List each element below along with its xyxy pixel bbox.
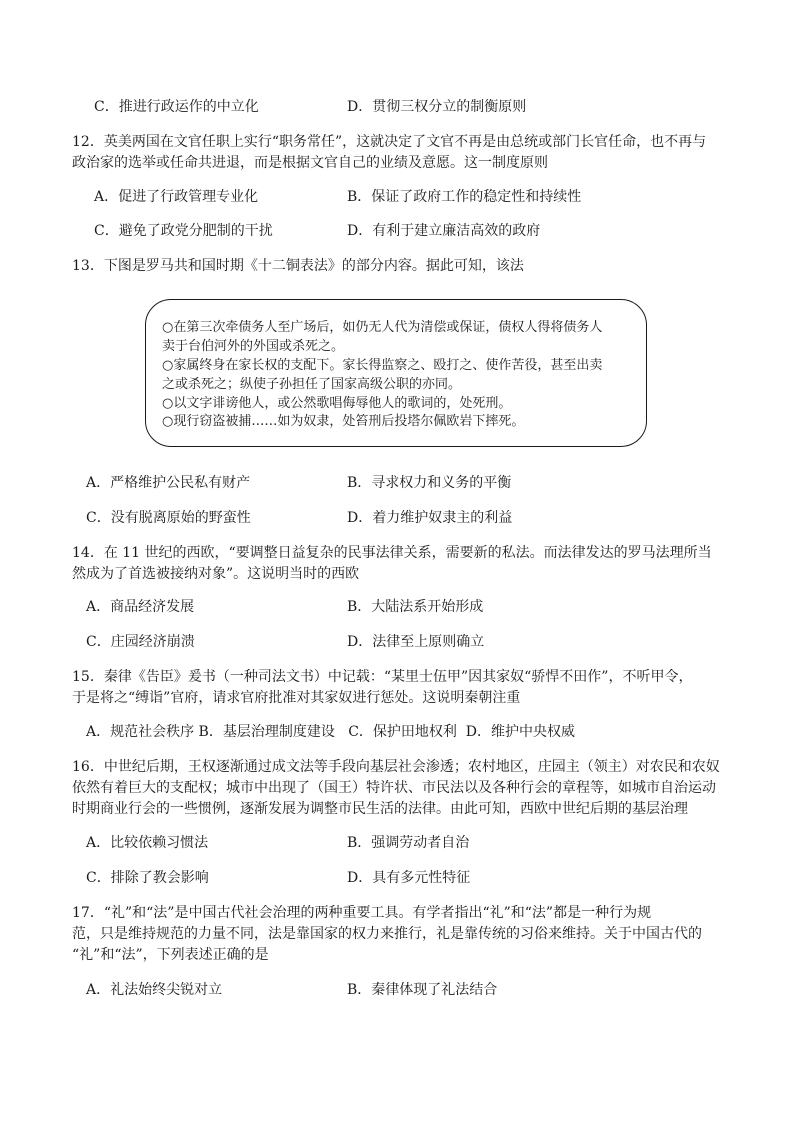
q13-stem-line1: 13．下图是罗马共和国时期《十二铜表法》的部分内容。据此可知，该法 [72, 258, 524, 274]
q12-option-b: B．保证了政府工作的稳定性和持续性 [347, 189, 582, 205]
q16-stem-line3: 时期商业行会的一些惯例，逐渐发展为调整市民生活的法律。由此可知，西欧中世纪后期的基层治理 [72, 801, 688, 817]
q12-option-d: D．有利于建立廉洁高效的政府 [347, 223, 541, 239]
q13-box-line-4: 之或杀死之；纵使子孙担任了国家高级公职的亦同。 [162, 377, 462, 392]
q13-box-line-2: 卖于台伯河外的外国或杀死之。 [162, 339, 345, 354]
q13-option-c: C．没有脱离原始的野蛮性 [86, 510, 251, 526]
q16-stem-line2: 依然有着巨大的支配权；城市中出现了（国王）特许状、市民法以及各种行会的章程等，如城市自治运动 [72, 780, 716, 796]
q13-box-line-6: ○现行窃盗被捕……如为奴隶，处笞刑后投塔尔佩欧岩下摔死。 [162, 414, 525, 429]
q14-option-b: B．大陆法系开始形成 [347, 599, 484, 615]
q15-options: A．规范社会秩序 B．基层治理制度建设 C．保护田地权利 D．维护中央权威 [86, 724, 576, 740]
q16-option-d: D．具有多元性特征 [347, 870, 471, 886]
q13-source-box [145, 299, 647, 447]
q14-option-d: D．法律至上原则确立 [347, 634, 485, 650]
q16-option-b: B．强调劳动者自治 [347, 835, 470, 851]
q14-stem-line2: 然成为了首选被接纳对象”。这说明当时的西欧 [72, 566, 360, 582]
q15-stem-line1: 15．秦律《告臣》爰书（一种司法文书）中记载：“某里士伍甲”因其家奴“骄悍不田作”，不听甲令， [72, 669, 693, 685]
q13-box-line-5: ○以文字诽谤他人，或公然歌唱侮辱他人的歌词的，处死刑。 [162, 396, 512, 411]
q12-stem-line1: 12．英美两国在文官任职上实行“职务常任”，这就决定了文官不再是由总统或部门长官任命，也不再与 [72, 134, 707, 150]
q11-option-d: D．贯彻三权分立的制衡原则 [347, 99, 527, 115]
q16-option-a: A．比较依赖习惯法 [86, 835, 209, 851]
q13-option-a: A．严格维护公民私有财产 [86, 475, 251, 491]
q16-stem-line1: 16．中世纪后期，王权逐渐通过成文法等手段向基层社会渗透；农村地区，庄园主（领主）对农民和农奴 [72, 759, 720, 775]
q13-box-line-1: ○在第三次牵债务人至广场后，如仍无人代为清偿或保证，债权人得将债务人 [162, 320, 603, 335]
q15-stem-line2: 于是将之“缚诣”官府，请求官府批准对其家奴进行惩处。这说明秦朝注重 [72, 690, 521, 706]
q13-box-line-3: ○家属终身在家长权的支配下。家长得监察之、殴打之、使作苦役，甚至出卖 [162, 358, 603, 373]
q12-option-a: A．促进了行政管理专业化 [94, 189, 259, 205]
q14-stem-line1: 14．在 11 世纪的西欧，“要调整日益复杂的民事法律关系，需要新的私法。而法律发达的罗马法理所当 [72, 545, 712, 561]
q12-option-c: C．避免了政党分肥制的干扰 [94, 223, 273, 239]
q12-stem-line2: 政治家的选举或任命共进退，而是根据文官自己的业绩及意愿。这一制度原则 [72, 155, 548, 171]
q17-stem-line2: 范，只是维持规范的力量不同，法是靠国家的权力来推行，礼是靠传统的习俗来维持。关于中国古代的 [72, 926, 702, 942]
q16-option-c: C．排除了教会影响 [86, 870, 209, 886]
q14-option-a: A．商品经济发展 [86, 599, 195, 615]
q13-option-d: D．着力维护奴隶主的利益 [347, 510, 513, 526]
q13-option-b: B．寻求权力和义务的平衡 [347, 475, 512, 491]
q17-option-a: A．礼法始终尖锐对立 [86, 982, 223, 998]
q17-option-b: B．秦律体现了礼法结合 [347, 982, 498, 998]
q17-stem-line1: 17．“礼”和“法”是中国古代社会治理的两种重要工具。有学者指出“礼”和“法”都是一种行为规 [72, 905, 652, 921]
q17-stem-line3: “礼”和“法”，下列表述正确的是 [72, 947, 269, 963]
q11-option-c: C．推进行政运作的中立化 [94, 99, 259, 115]
q14-option-c: C．庄园经济崩溃 [86, 634, 195, 650]
